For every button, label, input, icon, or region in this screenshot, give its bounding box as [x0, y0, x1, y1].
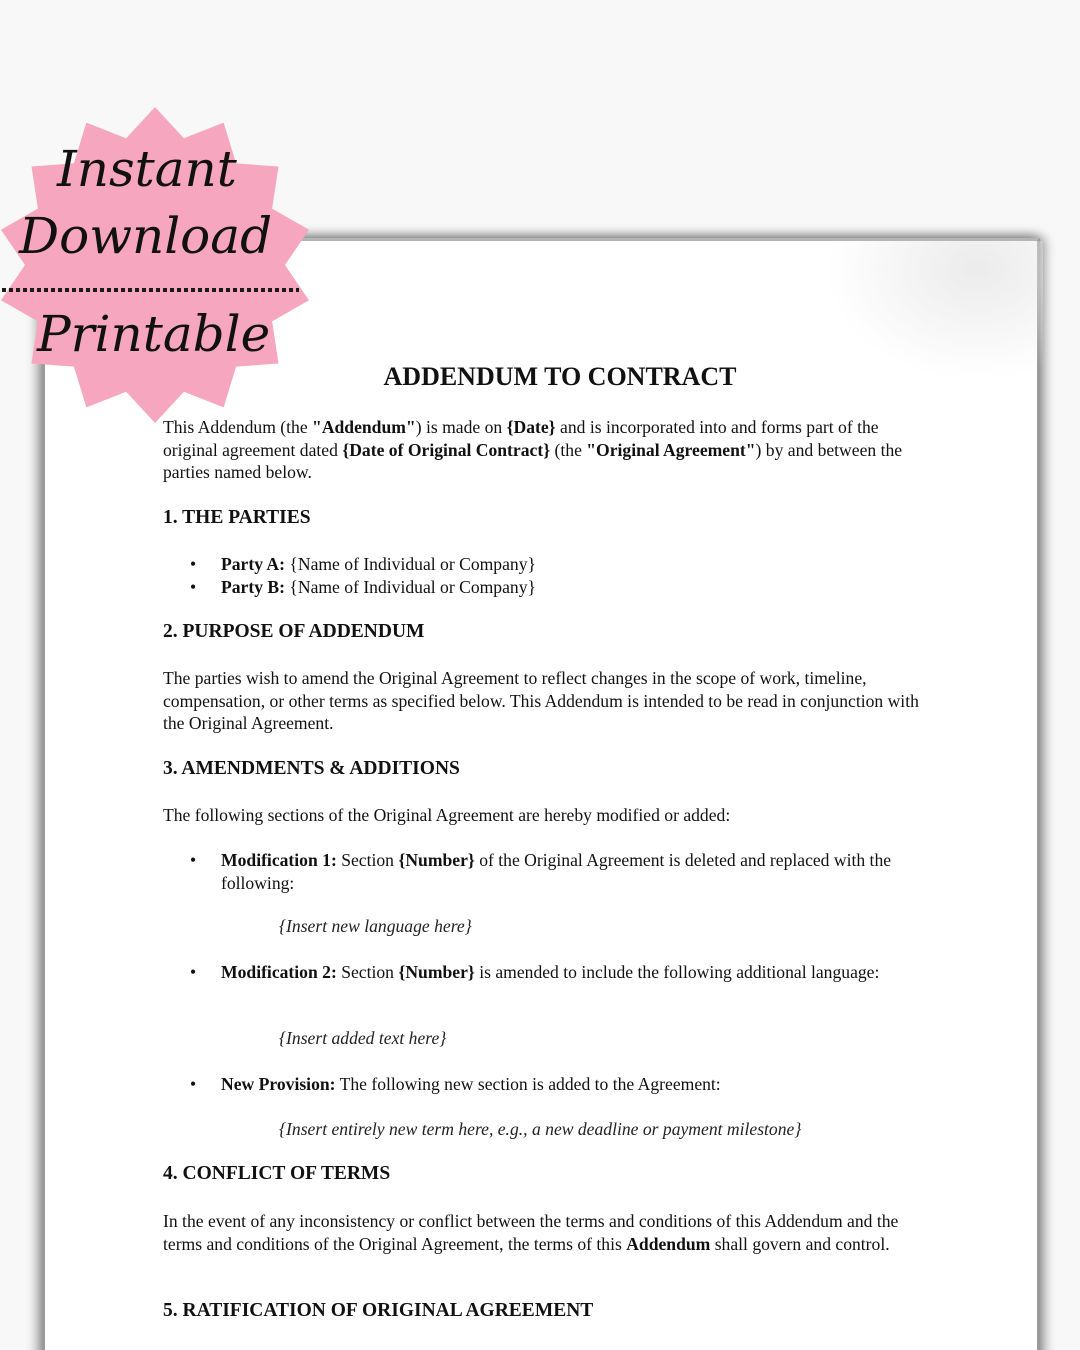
section-heading-amendments: 3. AMENDMENTS & ADDITIONS — [163, 758, 460, 779]
section-heading-conflict: 4. CONFLICT OF TERMS — [163, 1163, 391, 1184]
placeholder-text: {Insert new language here} — [279, 916, 472, 936]
section-heading-ratification: 5. RATIFICATION OF ORIGINAL AGREEMENT — [163, 1300, 594, 1321]
placeholder-text: {Insert added text here} — [279, 1028, 447, 1048]
bullet-icon: • — [190, 554, 197, 574]
bullet-icon: • — [190, 577, 197, 597]
intro-paragraph: This Addendum (the "Addendum") is made on {Date} and is incorporated into and forms part of the original agreement dated {Date of Original Contract} (the "Original Agreement") by and between the parties named below. — [163, 417, 903, 482]
badge-line-instant: Instant — [57, 140, 237, 198]
bullet-icon: • — [190, 850, 197, 870]
section-heading-purpose: 2. PURPOSE OF ADDENDUM — [163, 621, 425, 642]
document-title: ADDENDUM TO CONTRACT — [383, 362, 737, 391]
purpose-paragraph: The parties wish to amend the Original Agreement to reflect changes in the scope of work, timeline, compensation, or other terms as specified below. This Addendum is intended to be read in conjunction with the Original Agreement. — [163, 668, 919, 733]
placeholder-text: {Insert entirely new term here, e.g., a new deadline or payment milestone} — [279, 1119, 802, 1139]
bullet-icon: • — [190, 962, 197, 982]
amendments-intro: The following sections of the Original Agreement are hereby modified or added: — [163, 805, 731, 825]
badge-line-download: Download — [19, 207, 273, 265]
section-heading-parties: 1. THE PARTIES — [163, 507, 311, 528]
instant-download-badge — [0, 100, 325, 430]
badge-line-printable: Printable — [37, 305, 271, 363]
page-gloss — [825, 241, 1043, 381]
bullet-icon: • — [190, 1074, 197, 1094]
conflict-paragraph: In the event of any inconsistency or conflict between the terms and conditions of this Addendum and the terms and conditions of the Original Agreement, the terms of this Addendum shall govern and control. — [163, 1211, 899, 1254]
